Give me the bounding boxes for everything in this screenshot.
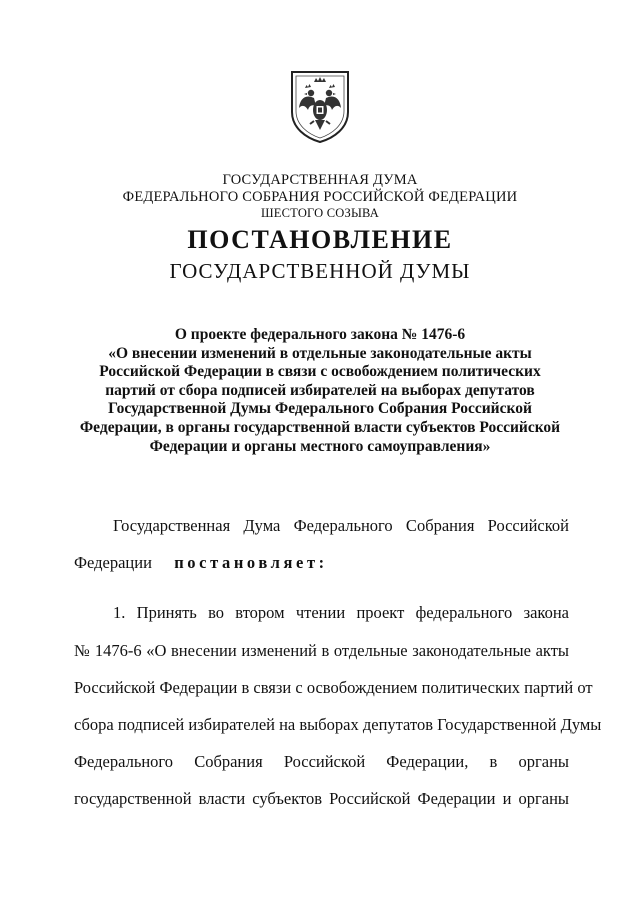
coat-of-arms-icon bbox=[288, 68, 352, 144]
bill-title-line: Государственной Думы Федерального Собрания Российской bbox=[108, 400, 532, 418]
item1-line: Российской Федерации в связи с освобождением политических партий от bbox=[74, 678, 593, 697]
bill-title-line: Федерации, в органы государственной власти субъектов Российской bbox=[79, 418, 561, 436]
intro-federation: Федерации bbox=[74, 553, 152, 572]
item1-line: сбора подписей избирателей на выборах депутатов Государственной Думы bbox=[74, 715, 602, 734]
bill-title-line: Российской Федерации в связи с освобождением политических bbox=[99, 363, 541, 381]
bill-title-line: партий от сбора подписей избирателей на выборах депутатов bbox=[105, 381, 535, 399]
item1-first-line: 1. Принять во втором чтении проект федерального закона bbox=[113, 603, 569, 622]
bill-title-line: Федерации и органы местного самоуправления» bbox=[149, 437, 491, 455]
bill-title-line: «О внесении изменений в отдельные законодательные акты bbox=[108, 344, 532, 362]
document-type-title: ПОСТАНОВЛЕНИЕ bbox=[187, 225, 453, 254]
convocation: ШЕСТОГО СОЗЫВА bbox=[260, 206, 380, 220]
intro-line-2 bbox=[74, 553, 328, 573]
intro-line-1: Государственная Дума Федерального Собрания Российской bbox=[113, 516, 569, 535]
item1-line: государственной власти субъектов Российской Федерации и органы bbox=[74, 789, 569, 808]
bill-title bbox=[60, 326, 580, 456]
bill-title-line: О проекте федерального закона № 1476-6 bbox=[174, 326, 466, 343]
item1-line: № 1476-6 «О внесении изменений в отдельные законодательные акты bbox=[74, 641, 569, 660]
org-line-2: ФЕДЕРАЛЬНОГО СОБРАНИЯ РОССИЙСКОЙ ФЕДЕРАЦИИ bbox=[122, 189, 518, 205]
item1-line: Федерального Собрания Российской Федерации, в органы bbox=[74, 752, 569, 771]
org-line-1: ГОСУДАРСТВЕННАЯ ДУМА bbox=[222, 172, 418, 188]
document-issuer: ГОСУДАРСТВЕННОЙ ДУМЫ bbox=[169, 259, 471, 283]
resolves-word: постановляет: bbox=[174, 553, 328, 572]
